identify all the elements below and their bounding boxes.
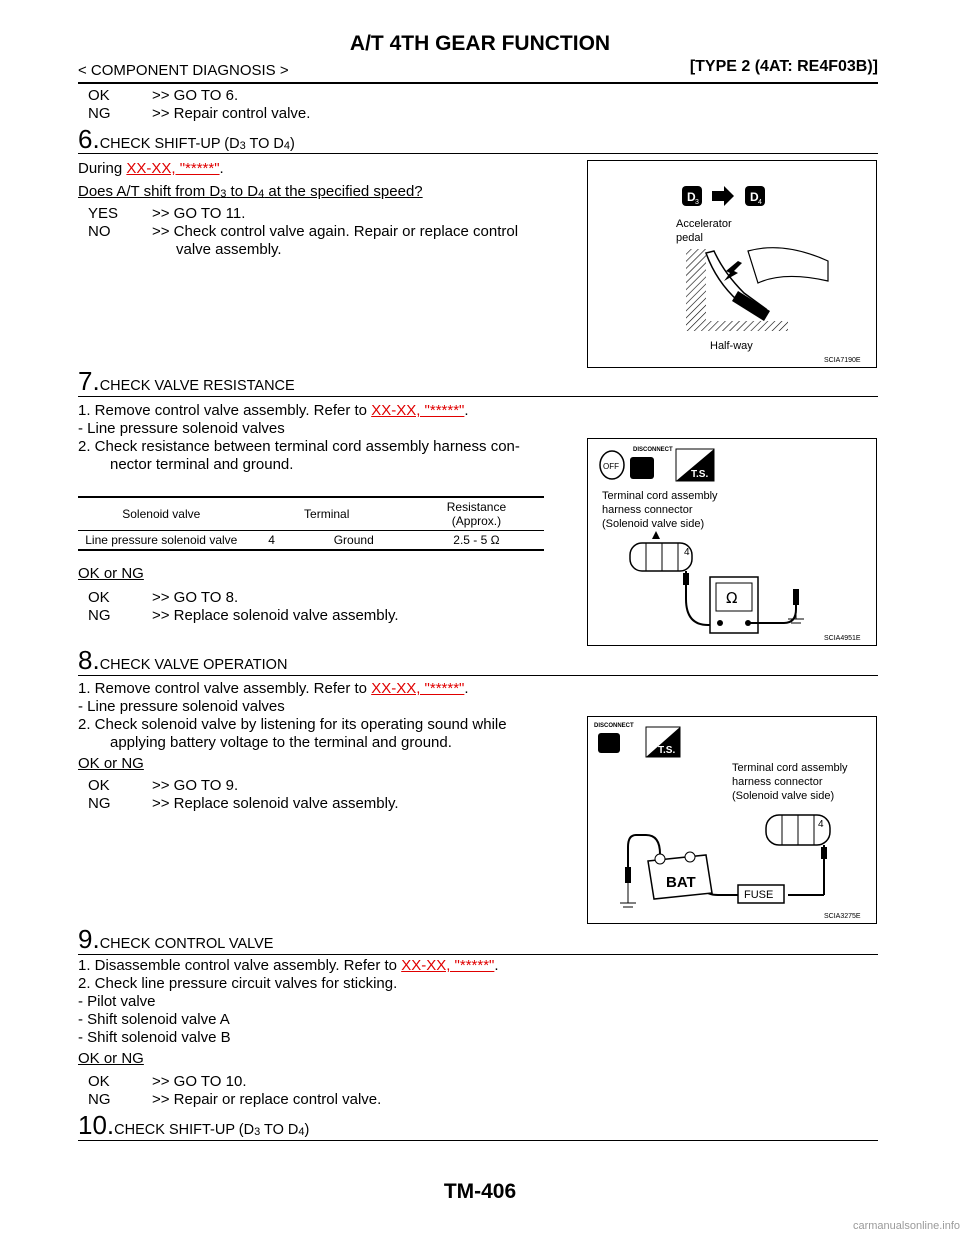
step7-link[interactable]: XX-XX, "*****": [371, 402, 465, 419]
section-label: < COMPONENT DIAGNOSIS >: [78, 62, 289, 79]
page-title: A/T 4TH GEAR FUNCTION: [349, 32, 611, 55]
step9-line4: - Shift solenoid valve A: [78, 1011, 230, 1028]
connector-icon: [630, 543, 692, 571]
step7-line3b: nector terminal and ground.: [110, 456, 294, 473]
table-row: Line pressure solenoid valve 4 Ground 2.5 - 5 Ω: [78, 531, 544, 551]
step9-ng: NG: [88, 1091, 111, 1108]
step9-heading: 9.CHECK CONTROL VALVE: [78, 924, 274, 954]
caption-line2: harness connector: [732, 776, 823, 788]
disconnect-label: DISCONNECT: [594, 723, 634, 729]
caption-line1: Terminal cord assembly: [602, 490, 718, 502]
svg-text:3: 3: [695, 199, 699, 206]
col-terminal: Terminal: [304, 507, 350, 521]
step7-line1: 1. Remove control valve assembly. Refer to XX-XX, "*****".: [78, 402, 469, 419]
col-solenoid: Solenoid valve: [122, 507, 201, 521]
step7-ok-text: >> GO TO 8.: [152, 589, 239, 606]
ohm-symbol: Ω: [726, 589, 738, 607]
step6-no-text2: valve assembly.: [176, 241, 282, 258]
d3-label: D: [687, 190, 696, 204]
figure-valve-operation: [587, 716, 877, 924]
step7-ng-text: >> Replace solenoid valve assembly.: [152, 607, 399, 624]
step8-okng: OK or NG: [78, 755, 144, 772]
step6-heading: 6.CHECK SHIFT-UP (D3 TO D4): [78, 124, 295, 154]
step6-yes: YES: [88, 205, 119, 222]
half-way-label: Half-way: [710, 340, 753, 352]
step8-line3: 2. Check solenoid valve by listening for its operating sound while: [78, 716, 507, 733]
step9-line1: 1. Disassemble control valve assembly. Refer to XX-XX, "*****".: [78, 957, 499, 974]
step9-line2: 2. Check line pressure circuit valves for sticking.: [78, 975, 398, 992]
pin-number: 4: [684, 547, 690, 558]
page-number: TM-406: [443, 1180, 517, 1203]
ts-label: T.S.: [691, 469, 709, 480]
step9-line3: - Pilot valve: [78, 993, 156, 1010]
step8-line1: 1. Remove control valve assembly. Refer to XX-XX, "*****".: [78, 680, 469, 697]
ts-label: T.S.: [658, 745, 676, 756]
step8-heading: 8.CHECK VALVE OPERATION: [78, 645, 288, 675]
disconnect-label: DISCONNECT: [633, 447, 673, 453]
step7-ng: NG: [88, 607, 111, 624]
step6-during: During XX-XX, "*****".: [78, 160, 224, 177]
step8-ok: OK: [88, 777, 110, 794]
accelerator-label: Accelerator: [676, 218, 732, 230]
valve-operation-illustration: [588, 717, 876, 923]
arrow-right-icon: [712, 186, 734, 206]
pin-number: 4: [818, 819, 824, 830]
step6-link[interactable]: XX-XX, "*****": [126, 160, 220, 177]
step9-ng-text: >> Repair or replace control valve.: [152, 1091, 382, 1108]
result-ng-label: NG: [88, 105, 111, 122]
step7-okng: OK or NG: [78, 565, 144, 582]
battery-label: BAT: [666, 874, 696, 891]
step6-rule: [78, 153, 878, 154]
figure-code: SCIA7190E: [824, 357, 861, 364]
caption-line2: harness connector: [602, 504, 693, 516]
step9-ok-text: >> GO TO 10.: [152, 1073, 247, 1090]
step10-rule: [78, 1140, 878, 1141]
step7-line3: 2. Check resistance between terminal cord assembly harness con-: [78, 438, 520, 455]
step7-heading: 7.CHECK VALVE RESISTANCE: [78, 366, 295, 396]
figure-code: SCIA3275E: [824, 913, 861, 920]
caption-line1: Terminal cord assembly: [732, 762, 848, 774]
step9-line5: - Shift solenoid valve B: [78, 1029, 231, 1046]
step6-no-text: >> Check control valve again. Repair or replace control: [152, 223, 519, 240]
pedal-label: pedal: [676, 232, 703, 244]
step6-no: NO: [88, 223, 111, 240]
step6-question: Does A/T shift from D3 to D4 at the specified speed?: [78, 183, 423, 200]
result-ok-text: >> GO TO 6.: [152, 87, 239, 104]
step9-okng: OK or NG: [78, 1050, 144, 1067]
result-ok-label: OK: [88, 87, 110, 104]
figure-code: SCIA4951E: [824, 635, 861, 642]
step9-link[interactable]: XX-XX, "*****": [401, 957, 495, 974]
d4-label: D: [750, 190, 759, 204]
step7-ok: OK: [88, 589, 110, 606]
fuse-label: FUSE: [744, 889, 774, 901]
figure-accelerator-pedal: [587, 160, 877, 368]
step8-ok-text: >> GO TO 9.: [152, 777, 239, 794]
svg-text:4: 4: [758, 199, 762, 206]
figure-resistance-check: [587, 438, 877, 646]
table-header-row: [78, 497, 544, 531]
step7-line2: - Line pressure solenoid valves: [78, 420, 285, 437]
result-ng-text: >> Repair control valve.: [152, 105, 311, 122]
watermark: carmanualsonline.info: [852, 1220, 960, 1232]
step8-rule: [78, 675, 878, 676]
col-resistance: Resistance (Approx.): [446, 500, 507, 528]
type-label: [TYPE 2 (4AT: RE4F03B)]: [689, 58, 878, 75]
step7-rule: [78, 396, 878, 397]
step10-heading: 10.CHECK SHIFT-UP (D3 TO D4): [78, 1110, 310, 1140]
resistance-check-illustration: [588, 439, 876, 645]
step8-line3b: applying battery voltage to the terminal and ground.: [110, 734, 452, 751]
step9-ok: OK: [88, 1073, 110, 1090]
header-rule: [78, 82, 878, 84]
step8-line2: - Line pressure solenoid valves: [78, 698, 285, 715]
caption-line3: (Solenoid valve side): [732, 790, 835, 802]
resistance-table: [78, 496, 544, 551]
step8-ng-text: >> Replace solenoid valve assembly.: [152, 795, 399, 812]
step9-rule: [78, 954, 878, 955]
caption-line3: (Solenoid valve side): [602, 518, 705, 530]
accelerator-pedal-illustration: [588, 161, 876, 367]
step8-ng: NG: [88, 795, 111, 812]
step8-link[interactable]: XX-XX, "*****": [371, 680, 465, 697]
ignition-off-label: OFF: [603, 462, 619, 471]
step6-yes-text: >> GO TO 11.: [152, 205, 246, 222]
